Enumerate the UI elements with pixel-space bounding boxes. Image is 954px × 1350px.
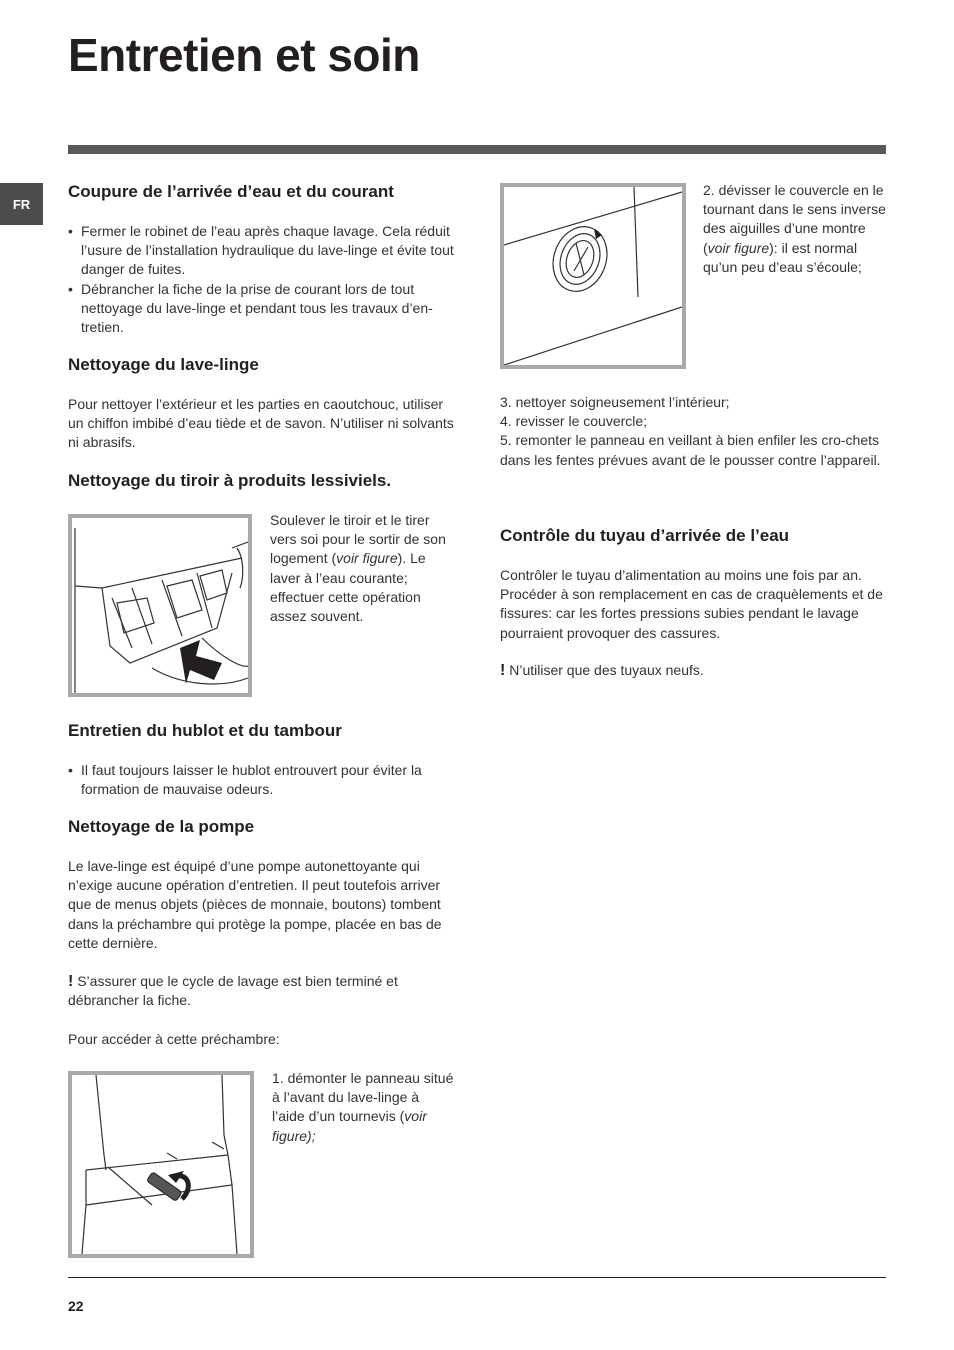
- footer-rule: [68, 1277, 886, 1278]
- warning-icon: !: [68, 973, 74, 990]
- heading-nettoyage-lave-linge: Nettoyage du lave-linge: [68, 355, 259, 374]
- pompe-text: Le lave-linge est équipé d’une pompe autonettoyante qui n’exige aucune opération d’entretien. Il peut toutefois arriver que de menus objets (pièces de monnaie, boutons) tombent dans la préchambre qui protège la pompe, placée en bas de cette dernière.: [68, 858, 442, 951]
- list-item: • Il faut toujours laisser le hublot entrouvert pour éviter la formation de mauvaise odeurs.: [68, 761, 458, 799]
- pump-cover-illustration: [504, 187, 682, 365]
- heading-coupure: Coupure de l’arrivée d’eau et du courant: [68, 182, 394, 201]
- panel-screwdriver-illustration: [72, 1075, 250, 1254]
- detergent-drawer-illustration: [72, 518, 248, 693]
- pompe-step-5: 5. remonter le panneau en veillant à bien enfiler les cro-chets dans les fentes prévues avant de le pousser contre l’appareil.: [500, 432, 881, 468]
- nettoyage-lave-linge-text: Pour nettoyer l’extérieur et les parties en caoutchouc, utiliser un chiffon imbibé d’eau tiède et de savon. N’utiliser ni solvants ni abrasifs.: [68, 396, 454, 451]
- tuyau-warning: ! N’utiliser que des tuyaux neufs.: [500, 662, 704, 679]
- pompe-warning: ! S’assurer que le cycle de lavage est bien terminé et débrancher la fiche.: [68, 973, 398, 1009]
- drawer-figure: [68, 514, 252, 697]
- header-rule: [68, 145, 886, 154]
- coupure-list: [68, 222, 458, 337]
- list-item: • Fermer le robinet de l’eau après chaque lavage. Cela réduit l’usure de l’installation hydraulique du lave-linge et évite tout danger de fuites.: [68, 222, 458, 280]
- warning-icon: !: [500, 662, 506, 679]
- pompe-step-4: 4. revisser le couvercle;: [500, 413, 648, 430]
- heading-tiroir: Nettoyage du tiroir à produits lessiviels.: [68, 471, 392, 490]
- tuyau-text: Contrôler le tuyau d’alimentation au moins une fois par an. Procéder à son remplacement en cas de craquèlements et de fissures: car les fortes pressions subies pendant le lavage pourraient provoquer des cassures.: [500, 567, 883, 641]
- heading-hublot: Entretien du hublot et du tambour: [68, 721, 342, 740]
- page-number: 22: [68, 1298, 84, 1314]
- pompe-steps-rest: [500, 393, 886, 470]
- pompe-step-1: 1. démonter le panneau situé à l’avant du lave-linge à l’aide d’un tournevis (voir figure);: [272, 1070, 454, 1144]
- panel-figure: [68, 1071, 254, 1258]
- page-title: Entretien et soin: [68, 29, 420, 81]
- list-item: • Débrancher la fiche de la prise de courant lors de tout nettoyage du lave-linge et pendant tous les travaux d’en-tretien.: [68, 280, 458, 338]
- pompe-step-3: 3. nettoyer soigneusement l’intérieur;: [500, 394, 730, 410]
- pump-cover-figure: [500, 183, 686, 369]
- pompe-step-2: 2. dévisser le couvercle en le tournant dans le sens inverse des aiguilles d’une montre (voir figure): il est normal qu’un peu d’eau s’écoule;: [703, 182, 886, 275]
- tiroir-text: Soulever le tiroir et le tirer vers soi pour le sortir de son logement (voir figure). Le laver à l’eau courante; effectuer cette opération assez souvent.: [270, 512, 446, 625]
- language-tab: FR: [0, 183, 43, 225]
- pompe-access-text: Pour accéder à cette préchambre:: [68, 1031, 280, 1047]
- hublot-list: [68, 761, 458, 799]
- heading-tuyau: Contrôle du tuyau d’arrivée de l’eau: [500, 526, 790, 545]
- heading-pompe: Nettoyage de la pompe: [68, 817, 255, 836]
